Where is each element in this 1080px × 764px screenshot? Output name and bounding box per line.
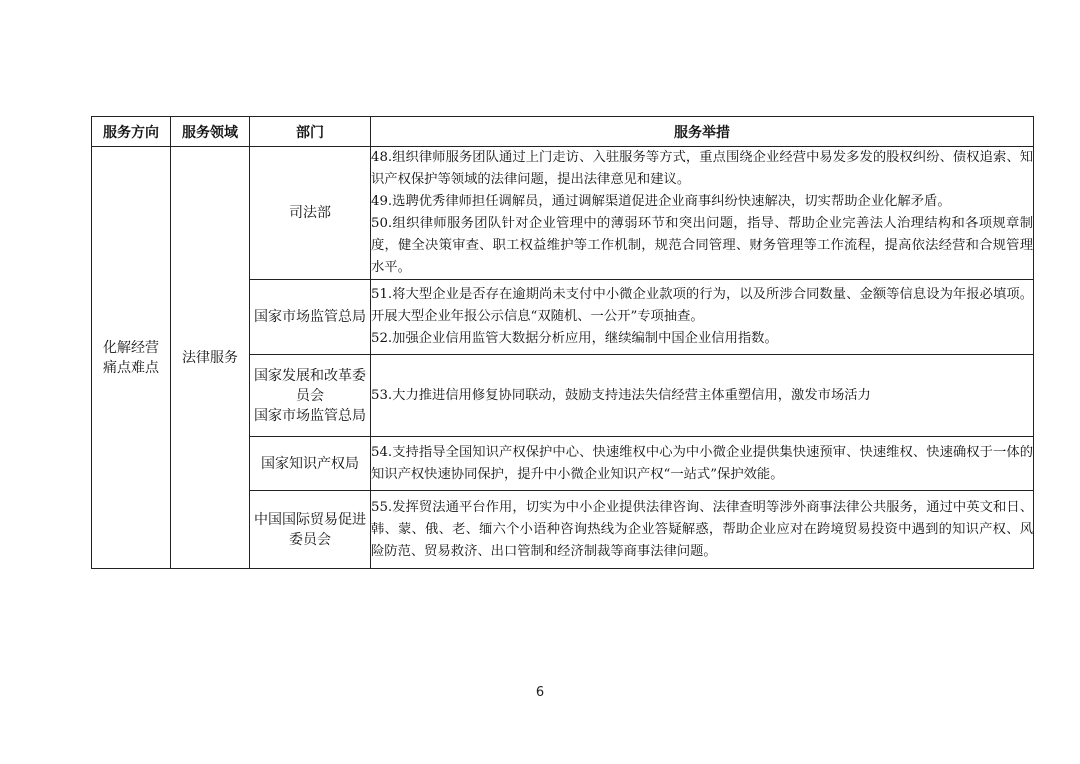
measures-cell	[371, 437, 1034, 491]
header-service-direction: 服务方向	[92, 117, 171, 147]
department-name: 司法部	[289, 205, 331, 221]
page-number: 6	[535, 685, 545, 700]
department-name: 国家知识产权局	[261, 455, 359, 472]
measures-cell	[371, 147, 1034, 280]
header-service-measures: 服务举措	[371, 117, 1034, 147]
header-department: 部门	[250, 117, 371, 147]
measures-cell	[371, 491, 1034, 569]
measures-cell	[371, 355, 1034, 437]
department-name: 中国国际贸易促进委员会	[254, 511, 366, 548]
header-service-field: 服务领域	[171, 117, 250, 147]
table-row	[92, 147, 1034, 280]
service-direction-cell	[92, 147, 171, 569]
measure-item: 51.将大型企业是否存在逾期尚未支付中小微企业款项的行为，以及所涉合同数量、金额等信息设为年报必填项。开展大型企业年报公示信息“双随机、一公开”专项抽查。	[371, 287, 1033, 324]
measures-cell	[371, 280, 1034, 355]
department-cell	[250, 280, 371, 355]
measure-item: 55.发挥贸法通平台作用，切实为中小企业提供法律咨询、法律查明等涉外商事法律公共服务，通过中英文和日、韩、蒙、俄、老、缅六个小语种咨询热线为企业答疑解惑，帮助企业应对在跨境贸易投资中遇到的知识产权、风险防范、贸易救济、出口管制和经济制裁等商事法律问题。	[371, 499, 1033, 559]
department-cell	[250, 437, 371, 491]
service-direction-text: 化解经营痛点难点	[103, 339, 159, 376]
service-field-text: 法律服务	[182, 349, 238, 366]
service-field-cell	[171, 147, 250, 569]
measure-item: 53.大力推进信用修复协同联动，鼓励支持违法失信经营主体重塑信用，激发市场活力	[371, 387, 871, 403]
measure-item: 49.选聘优秀律师担任调解员，通过调解渠道促进企业商事纠纷快速解决，切实帮助企业化解矛盾。	[371, 194, 951, 209]
measure-item: 50.组织律师服务团队针对企业管理中的薄弱环节和突出问题，指导、帮助企业完善法人治理结构和各项规章制度，健全决策审查、职工权益维护等工作机制，规范合同管理、财务管理等工作流程，提高依法经营和合规管理水平。	[371, 216, 1033, 275]
department-cell	[250, 491, 371, 569]
department-name: 国家发展和改革委员会	[254, 367, 366, 404]
service-measures-table	[91, 116, 1034, 569]
measure-item: 52.加强企业信用监管大数据分析应用，继续编制中国企业信用指数。	[371, 331, 778, 346]
department-cell	[250, 355, 371, 437]
measure-item: 54.支持指导全国知识产权保护中心、快速维权中心为中小微企业提供集快速预审、快速维权、快速确权于一体的知识产权快速协同保护，提升中小微企业知识产权“一站式”保护效能。	[371, 444, 1033, 482]
department-name: 国家市场监管总局	[254, 309, 366, 325]
department-cell	[250, 147, 371, 280]
department-name: 国家市场监管总局	[254, 407, 366, 424]
table-header-row	[92, 117, 1034, 147]
measure-item: 48.组织律师服务团队通过上门走访、入驻服务等方式，重点围绕企业经营中易发多发的股权纠纷、债权追索、知识产权保护等领域的法律问题，提出法律意见和建议。	[371, 150, 1033, 187]
